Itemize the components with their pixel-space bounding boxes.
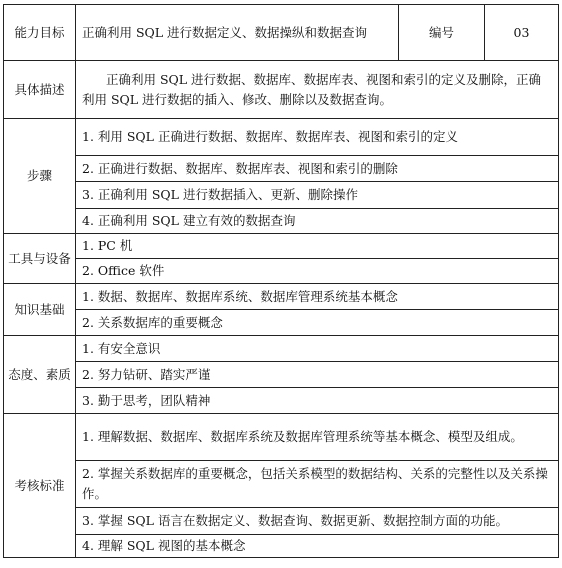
step-item: 1. 利用 SQL 正确进行数据、数据库、数据库表、视图和索引的定义 [76, 119, 559, 156]
attitude-item: 2. 努力钻研、踏实严谨 [76, 362, 559, 388]
attitude-item: 3. 勤于思考，团队精神 [76, 388, 559, 414]
code-label: 编号 [399, 5, 485, 61]
knowledge-row [4, 284, 559, 310]
step-item: 3. 正确利用 SQL 进行数据插入、更新、删除操作 [76, 182, 559, 209]
steps-row [4, 156, 559, 182]
assessment-item: 1. 理解数据、数据库、数据库系统及数据库管理系统等基本概念、模型及组成。 [76, 414, 559, 461]
assessment-item: 4. 理解 SQL 视图的基本概念 [76, 535, 559, 558]
tool-item: 1. PC 机 [76, 234, 559, 259]
attitude-row [4, 388, 559, 414]
steps-row [4, 209, 559, 234]
ability-goal-value: 正确利用 SQL 进行数据定义、数据操纵和数据查询 [76, 5, 399, 61]
assessment-row [4, 535, 559, 558]
tool-item: 2. Office 软件 [76, 259, 559, 284]
steps-row [4, 182, 559, 209]
step-item: 2. 正确进行数据、数据库、数据库表、视图和索引的删除 [76, 156, 559, 182]
assessment-row [4, 508, 559, 535]
assessment-row [4, 461, 559, 508]
steps-row [4, 119, 559, 156]
attitude-label: 态度、素质 [4, 336, 76, 414]
code-value: 03 [485, 5, 559, 61]
knowledge-label: 知识基础 [4, 284, 76, 336]
ability-goal-label: 能力目标 [4, 5, 76, 61]
assessment-label: 考核标准 [4, 414, 76, 558]
description-row [4, 61, 559, 119]
description-label: 具体描述 [4, 61, 76, 119]
description-cell [76, 61, 559, 119]
ability-table [3, 4, 559, 558]
attitude-item: 1. 有安全意识 [76, 336, 559, 362]
knowledge-item: 1. 数据、数据库、数据库系统、数据库管理系统基本概念 [76, 284, 559, 310]
tools-row [4, 234, 559, 259]
assessment-row [4, 414, 559, 461]
description-text: 正确利用 SQL 进行数据、数据库、数据库表、视图和索引的定义及删除，正确利用 SQL 进行数据的插入、修改、删除以及数据查询。 [82, 71, 542, 107]
steps-label: 步骤 [4, 119, 76, 234]
attitude-row [4, 336, 559, 362]
attitude-row [4, 362, 559, 388]
knowledge-row [4, 310, 559, 336]
step-item: 4. 正确利用 SQL 建立有效的数据查询 [76, 209, 559, 234]
tools-row [4, 259, 559, 284]
assessment-item: 2. 掌握关系数据库的重要概念，包括关系模型的数据结构、关系的完整性以及关系操作。 [76, 461, 559, 508]
header-row [4, 5, 559, 61]
assessment-item: 3. 掌握 SQL 语言在数据定义、数据查询、数据更新、数据控制方面的功能。 [76, 508, 559, 535]
tools-label: 工具与设备 [4, 234, 76, 284]
knowledge-item: 2. 关系数据库的重要概念 [76, 310, 559, 336]
